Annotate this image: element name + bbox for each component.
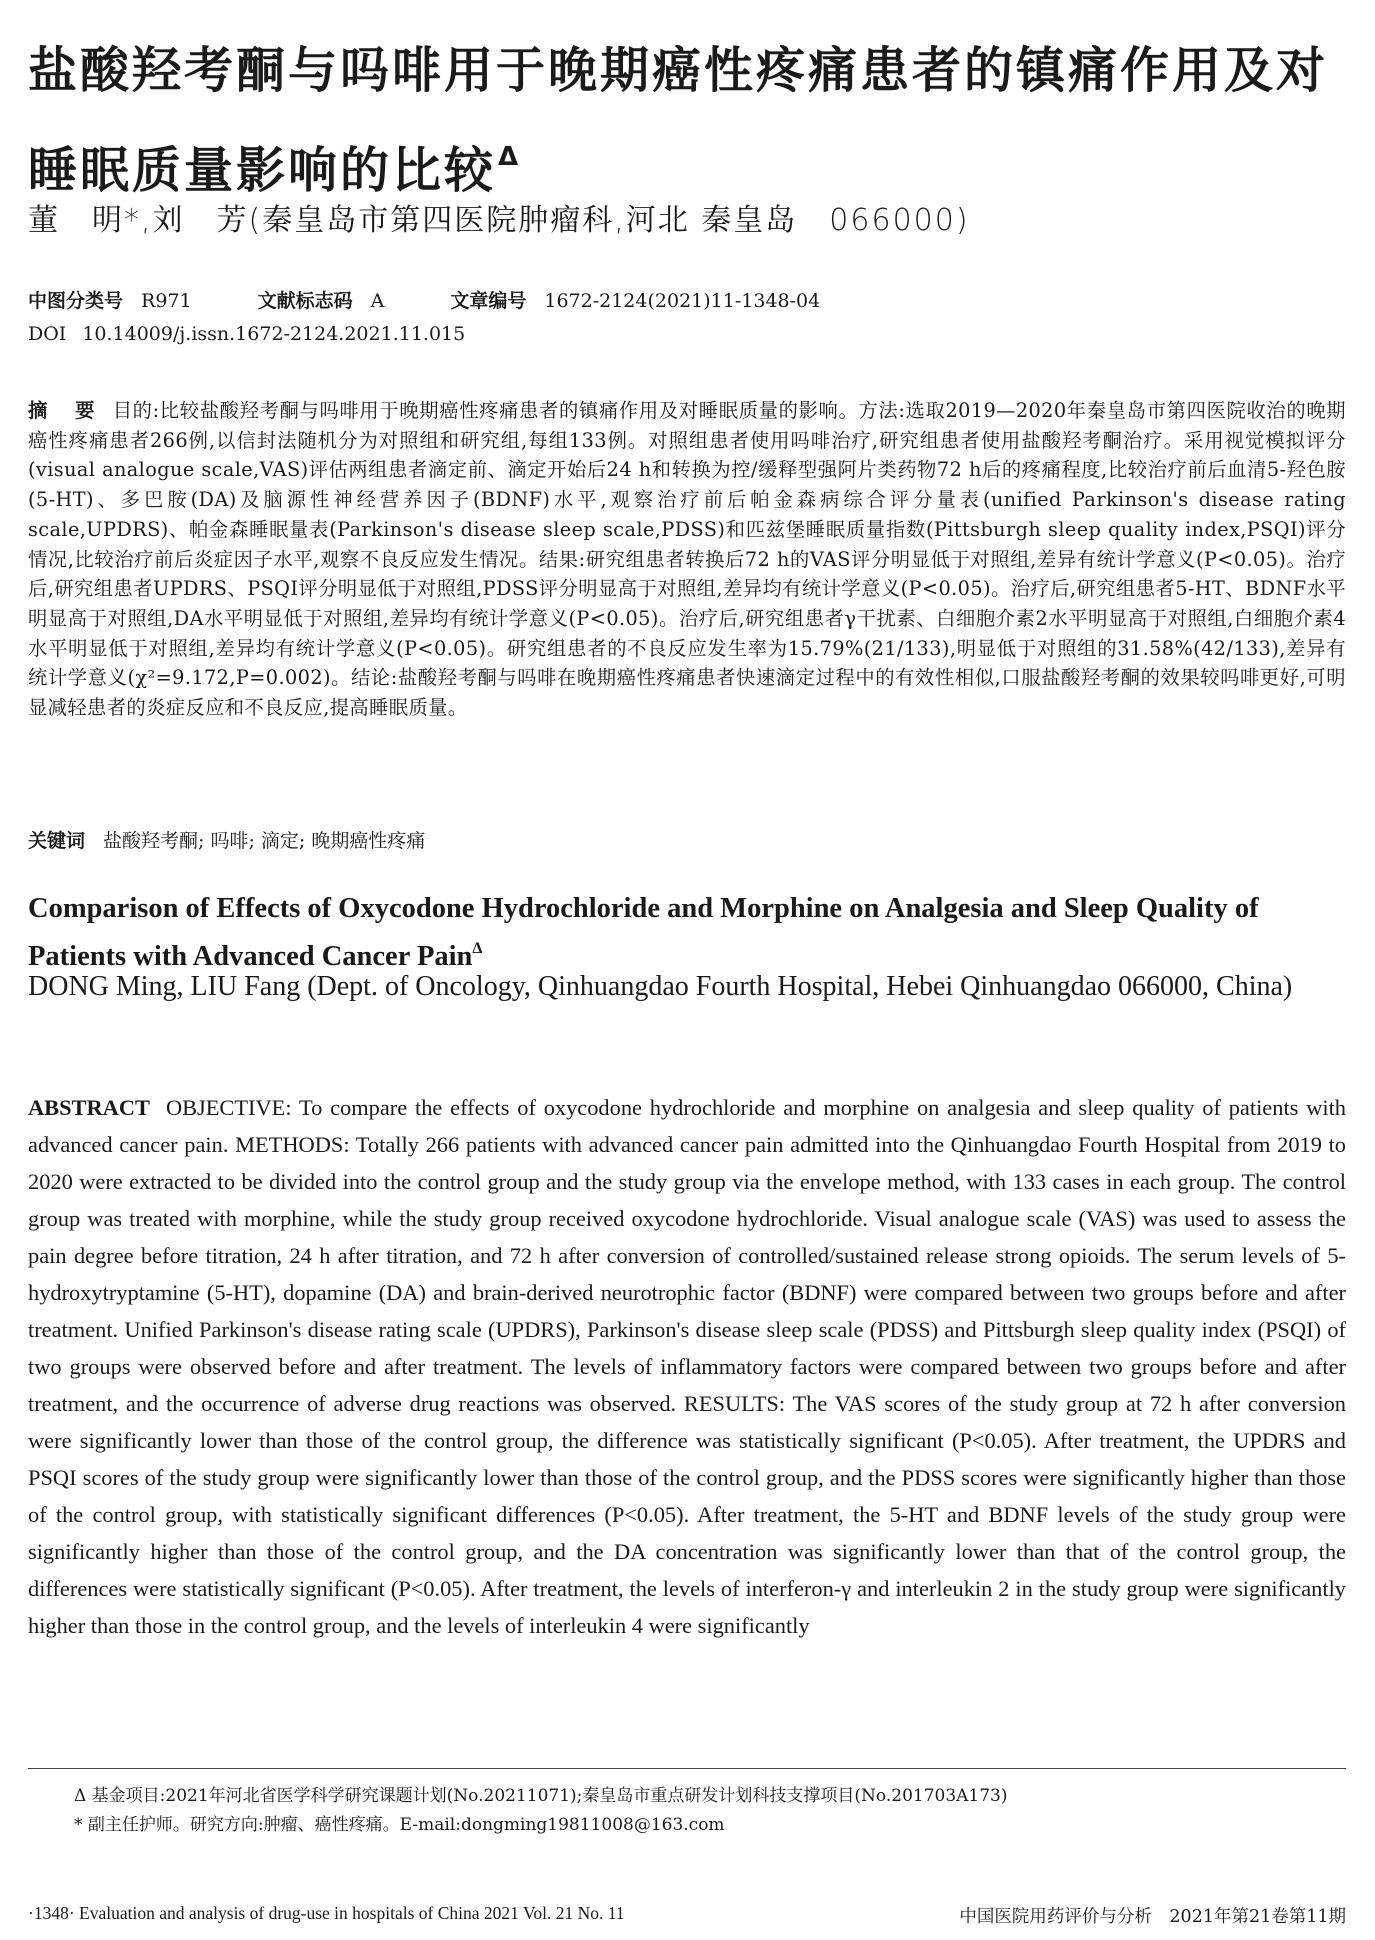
chinese-abstract: [28, 396, 1346, 723]
doc-code-label: 文献标志码: [257, 290, 353, 312]
english-abstract: [28, 1089, 1346, 1644]
english-authors: DONG Ming, LIU Fang (Dept. of Oncology, Qinhuangdao Fourth Hospital, Hebei Qinhuangdao 066000, China): [28, 971, 1293, 1002]
chinese-title-fund-mark: Δ: [498, 142, 522, 172]
doi-label: DOI: [28, 323, 67, 345]
chinese-keywords: [28, 826, 425, 853]
author-footnote: * 副主任护师。研究方向:肿瘤、癌性疼痛。E-mail:dongming19811008@163.com: [74, 1815, 725, 1835]
english-title-text: Comparison of Effects of Oxycodone Hydrochloride and Morphine on Analgesia and Sleep Quality of Patients with Advanced Cancer Pain: [28, 893, 1259, 972]
article-no-value: 1672-2124(2021)11-1348-04: [544, 290, 821, 312]
doi-line: [28, 323, 465, 345]
chinese-title-text: 盐酸羟考酮与吗啡用于晚期癌性疼痛患者的镇痛作用及对睡眠质量影响的比较: [28, 42, 1329, 199]
english-abstract-label: ABSTRACT: [28, 1095, 150, 1120]
english-abstract-text: OBJECTIVE: To compare the effects of oxycodone hydrochloride and morphine on analgesia and sleep quality of patients with advanced cancer pain. METHODS: Totally 266 patients with advanced cancer pain admitted into the Qinhuangdao Fourth Hospital from 2019 to 2020 were extracted to be divided into the control group and the study group via the envelope method, with 133 cases in each group. The control group was treated with morphine, while the study group received oxycodone hydrochloride. Visual analogue scale (VAS) was used to assess the pain degree before titration, 24 h after titration, and 72 h after conversion of controlled/sustained release strong opioids. The serum levels of 5-hydroxytryptamine (5-HT), dopamine (DA) and brain-derived neurotrophic factor (BDNF) were compared between two groups before and after treatment. Unified Parkinson's disease rating scale (UPDRS), Parkinson's disease sleep scale (PDSS) and Pittsburgh sleep quality index (PSQI) of two groups were observed before and after treatment. The levels of inflammatory factors were compared between two groups before and after treatment, and the occurrence of adverse drug reactions was observed. RESULTS: The VAS scores of the study group at 72 h after conversion were significantly lower than those of the control group, the difference was statistically significant (P<0.05). After treatment, the UPDRS and PSQI scores of the study group were significantly lower than those of the control group, and the PDSS scores were significantly higher than those of the control group, with statistically significant differences (P<0.05). After treatment, the 5-HT and BDNF levels of the study group were significantly higher than those of the control group, and the DA concentration was significantly lower than that of the control group, the differences were statistically significant (P<0.05). After treatment, the levels of interferon-γ and interleukin 2 in the study group were significantly higher than those in the control group, and the levels of interleukin 4 were significantly: [28, 1095, 1346, 1638]
fund-footnote: Δ 基金项目:2021年河北省医学科学研究课题计划(No.20211071);秦皇岛市重点研发计划科技支撑项目(No.201703A173): [74, 1786, 1008, 1806]
english-title: [28, 889, 1346, 977]
chinese-keywords-label: 关键词: [28, 830, 86, 852]
classification-line: [28, 286, 886, 313]
chinese-keywords-text: 盐酸羟考酮; 吗啡; 滴定; 晚期癌性疼痛: [103, 830, 426, 852]
chinese-title: [28, 28, 1346, 214]
footer-journal-chinese: 中国医院用药评价与分析 2021年第21卷第11期: [959, 1907, 1346, 1927]
english-title-fund-mark: Δ: [472, 940, 483, 957]
clc-label: 中图分类号: [28, 290, 124, 312]
footnotes: [28, 1768, 1346, 1835]
chinese-abstract-label: 摘 要: [28, 399, 99, 422]
chinese-authors: 董 明*,刘 芳(秦皇岛市第四医院肿瘤科,河北 秦皇岛 066000): [28, 203, 970, 238]
clc-value: R971: [141, 290, 192, 312]
doi-value: 10.14009/j.issn.1672-2124.2021.11.015: [82, 323, 466, 345]
doc-code-value: A: [370, 290, 385, 312]
article-no-label: 文章编号: [450, 290, 527, 312]
chinese-abstract-text: 目的:比较盐酸羟考酮与吗啡用于晚期癌性疼痛患者的镇痛作用及对睡眠质量的影响。方法:选取2019—2020年秦皇岛市第四医院收治的晚期癌性疼痛患者266例,以信封法随机分为对照组和研究组,每组133例。对照组患者使用吗啡治疗,研究组患者使用盐酸羟考酮治疗。采用视觉模拟评分(visual analogue scale,VAS)评估两组患者滴定前、滴定开始后24 h和转换为控/缓释型强阿片类药物72 h后的疼痛程度,比较治疗前后血清5-羟色胺(5-HT)、多巴胺(DA)及脑源性神经营养因子(BDNF)水平,观察治疗前后帕金森病综合评分量表(unified Parkinson's disease rating scale,UPDRS)、帕金森睡眠量表(Parkinson's disease sleep scale,PDSS)和匹兹堡睡眠质量指数(Pittsburgh sleep quality index,PSQI)评分情况,比较治疗前后炎症因子水平,观察不良反应发生情况。结果:研究组患者转换后72 h的VAS评分明显低于对照组,差异有统计学意义(P<0.05)。治疗后,研究组患者UPDRS、PSQI评分明显低于对照组,PDSS评分明显高于对照组,差异均有统计学意义(P<0.05)。治疗后,研究组患者5-HT、BDNF水平明显高于对照组,DA水平明显低于对照组,差异均有统计学意义(P<0.05)。治疗后,研究组患者γ干扰素、白细胞介素2水平明显高于对照组,白细胞介素4水平明显低于对照组,差异均有统计学意义(P<0.05)。研究组患者的不良反应发生率为15.79%(21/133),明显低于对照组的31.58%(42/133),差异有统计学意义(χ²=9.172,P=0.002)。结论:盐酸羟考酮与吗啡在晚期癌性疼痛患者快速滴定过程中的有效性相似,口服盐酸羟考酮的效果较吗啡更好,可明显减轻患者的炎症反应和不良反应,提高睡眠质量。: [28, 399, 1346, 720]
footer-journal-english: ·1348· Evaluation and analysis of drug-use in hospitals of China 2021 Vol. 21 No. 11: [28, 1903, 625, 1923]
